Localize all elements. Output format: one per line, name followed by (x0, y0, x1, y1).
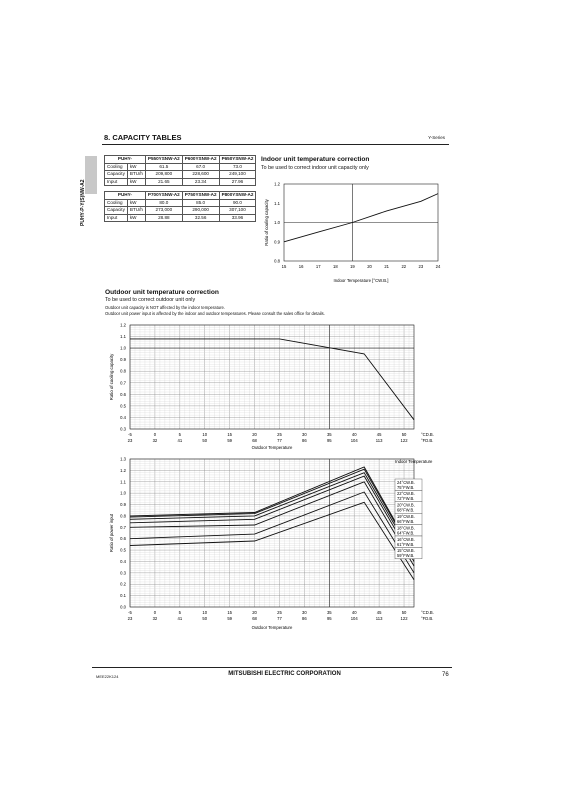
x-tick-label-c: 5 (178, 432, 181, 437)
y-tick-label: 0.9 (120, 357, 126, 363)
x-tick-label-f: 86 (302, 438, 307, 443)
y-tick-label: 1.2 (120, 322, 126, 328)
table-model: P650YSNW-A2 (219, 156, 256, 164)
legend-label-c: 19°CW.B. (397, 514, 415, 519)
series-line (130, 467, 414, 555)
section-title: 8. CAPACITY TABLES (104, 133, 182, 142)
x-tick-label-c: 25 (277, 432, 282, 437)
x-tick-label: 24 (435, 264, 441, 269)
table-row: Capacity BTU/h 209,800 228,600 249,100 (105, 171, 256, 179)
legend-label-f: 66°FW.B. (397, 519, 415, 524)
x-axis-label: Outdoor Temperature (251, 625, 293, 630)
x-tick-label-f: 95 (326, 616, 332, 621)
y-tick-label: 0.2 (120, 581, 126, 587)
x-tick-label-f: 59 (227, 438, 232, 443)
y-axis-label: Ratio of cooling capacity (264, 199, 269, 246)
x-tick-label-c: 30 (302, 610, 307, 615)
side-model-label: PUHY-P-Y(S)NW-A2 (80, 179, 86, 226)
y-tick-label: 1.1 (274, 200, 280, 206)
y-tick-label: 0.5 (120, 547, 126, 553)
indoor-subtitle: To be used to correct indoor unit capacity only (261, 165, 369, 171)
x-tick-label: 19 (350, 264, 355, 269)
x-tick-label: 15 (281, 264, 287, 269)
legend-label-c: 22°CW.B. (397, 491, 415, 497)
table-model: P550YSNW-A2 (145, 156, 182, 164)
x-tick-label-f: 122 (400, 438, 408, 443)
outdoor-power-chart (103, 452, 453, 634)
x-unit-f: °FD.B. (421, 616, 434, 621)
y-tick-label: 0.6 (120, 391, 126, 397)
footer-rule (92, 667, 452, 668)
x-tick-label-f: 32 (152, 438, 158, 443)
x-tick-label-c: 0 (153, 610, 157, 615)
legend-label-c: 16°CW.B. (397, 536, 415, 542)
x-tick-label-f: 23 (127, 616, 133, 621)
y-tick-label: 0.7 (120, 380, 126, 386)
table-row: Cooling kW 61.5 67.0 73.0 (105, 163, 256, 171)
y-tick-label: 1.1 (120, 334, 126, 340)
x-tick-label-c: -5 (128, 610, 132, 615)
series-line (284, 194, 438, 242)
x-tick-label-c: 40 (351, 432, 357, 437)
outdoor-note-2: Outdoor unit power input is affected by the indoor and outdoor temperatures. Please consult the sales office for details. (105, 311, 325, 316)
table-row: Capacity BTU/h 273,000 290,000 307,100 (105, 207, 256, 215)
y-tick-label: 0.6 (120, 536, 126, 542)
legend-label-c: 24°CW.B. (397, 479, 415, 485)
x-tick-label: 22 (401, 264, 407, 269)
x-unit-c: °CD.B. (421, 610, 434, 615)
outdoor-title: Outdoor unit temperature correction (105, 289, 219, 296)
x-axis-label: Indoor Temperature [°CW.B.] (333, 278, 389, 283)
x-tick-label: 21 (384, 264, 390, 269)
table-model: P750YSNW-A2 (182, 192, 219, 200)
page-number: 76 (442, 672, 449, 678)
table-model-header: PUHY- (105, 192, 146, 200)
series-line (130, 339, 414, 420)
x-tick-label-c: 20 (252, 610, 257, 615)
series-line (130, 476, 414, 561)
header-rule (102, 144, 449, 145)
x-tick-label-c: 25 (277, 610, 282, 615)
x-tick-label-c: 5 (178, 610, 181, 615)
x-tick-label-f: 41 (177, 438, 183, 443)
y-tick-label: 0.3 (120, 426, 126, 432)
outdoor-subtitle: To be used to correct outdoor unit only (105, 297, 196, 303)
x-tick-label-c: 15 (227, 432, 232, 437)
y-tick-label: 1.2 (120, 467, 126, 473)
x-tick-label-f: 122 (400, 616, 408, 621)
legend-label-f: 68°FW.B. (397, 507, 415, 513)
y-tick-label: 0.8 (120, 513, 126, 519)
table-model: P800YSNW-A2 (219, 192, 256, 200)
y-axis-label: Ratio of power input (109, 513, 114, 553)
x-tick-label-f: 59 (227, 616, 232, 621)
x-tick-label-f: 68 (252, 438, 257, 443)
x-axis-label: Outdoor Temperature (251, 445, 293, 450)
legend-label-f: 64°FW.B. (397, 530, 415, 536)
legend-label-c: 15°CW.B. (397, 548, 415, 554)
x-tick-label-f: 104 (350, 438, 358, 443)
x-tick-label-f: 68 (252, 616, 257, 621)
y-tick-label: 0.7 (120, 524, 126, 530)
x-tick-label-f: 86 (302, 616, 307, 621)
side-tab (85, 156, 97, 194)
outdoor-note-1: Outdoor unit capacity is NOT affected by the indoor temperature. (105, 305, 225, 310)
legend-label-f: 59°FW.B. (397, 553, 415, 559)
x-tick-label-c: 45 (376, 432, 382, 437)
table-model: P600YSNW-A2 (182, 156, 219, 164)
y-axis-label: Ratio of cooling capacity (109, 353, 114, 401)
capacity-table-1 (104, 155, 256, 186)
x-tick-label-f: 77 (277, 616, 282, 621)
legend-title: Indoor Temperature (395, 459, 433, 464)
x-tick-label-c: 30 (302, 432, 307, 437)
y-tick-label: 0.3 (120, 570, 126, 576)
series-label: Y-Series (428, 135, 445, 140)
y-tick-label: 1.0 (274, 220, 280, 225)
table-row: Cooling kW 80.0 85.0 90.0 (105, 199, 256, 207)
x-tick-label-c: 50 (401, 432, 407, 437)
x-tick-label-f: 50 (202, 616, 208, 621)
x-tick-label: 23 (418, 264, 424, 269)
y-tick-label: 0.8 (274, 258, 280, 264)
table-model: P700YSNW-A2 (145, 192, 182, 200)
footer-doc-code: MEE22K124 (96, 674, 119, 679)
x-tick-label-f: 104 (350, 616, 358, 621)
series-line (130, 473, 414, 558)
x-tick-label: 17 (315, 264, 321, 269)
x-tick-label-c: -5 (128, 432, 132, 437)
outdoor-capacity-chart (103, 318, 453, 456)
indoor-correction-chart (258, 174, 450, 286)
table-model-header: PUHY- (105, 156, 146, 164)
x-tick-label-c: 35 (326, 432, 332, 437)
y-tick-label: 0.8 (120, 368, 126, 374)
indoor-title: Indoor unit temperature correction (261, 156, 370, 163)
x-tick-label-c: 40 (351, 610, 357, 615)
x-tick-label-f: 95 (326, 438, 332, 443)
x-tick-label-c: 0 (153, 432, 157, 437)
legend-label-f: 61°FW.B. (397, 541, 415, 547)
x-tick-label-f: 32 (152, 616, 158, 621)
plot-frame (130, 325, 414, 429)
table-row: Input kW 21.65 23.34 27.96 (105, 178, 256, 186)
legend-label-f: 75°FW.B. (397, 484, 415, 490)
series-line (130, 492, 414, 573)
x-tick-label-f: 77 (277, 438, 282, 443)
table-row: Input kW 28.88 32.56 33.96 (105, 214, 256, 222)
capacity-table-2 (104, 191, 256, 222)
x-tick-label-f: 23 (127, 438, 133, 443)
x-tick-label-c: 15 (227, 610, 232, 615)
y-tick-label: 0.4 (120, 558, 126, 564)
y-tick-label: 1.0 (120, 490, 126, 496)
legend-label-c: 20°CW.B. (397, 502, 415, 508)
x-tick-label-c: 10 (202, 610, 208, 615)
y-tick-label: 0.1 (120, 593, 126, 599)
x-tick-label: 16 (298, 264, 304, 269)
legend-label-c: 18°CW.B. (397, 525, 415, 531)
x-unit-c: °CD.B. (421, 432, 434, 437)
y-tick-label: 0.4 (120, 414, 126, 420)
x-tick-label-f: 113 (375, 438, 383, 443)
x-tick-label-c: 35 (326, 610, 332, 615)
y-tick-label: 0.5 (120, 403, 126, 409)
y-tick-label: 0.9 (274, 239, 280, 245)
x-tick-label-f: 41 (177, 616, 183, 621)
x-tick-label-f: 113 (375, 616, 383, 621)
x-tick-label-c: 10 (202, 432, 208, 437)
y-tick-label: 1.3 (120, 456, 126, 462)
y-tick-label: 0.9 (120, 502, 126, 508)
y-tick-label: 0.0 (120, 604, 126, 610)
x-tick-label-c: 20 (252, 432, 257, 437)
x-tick-label-c: 50 (401, 610, 407, 615)
x-tick-label-c: 45 (376, 610, 382, 615)
y-tick-label: 1.2 (274, 181, 280, 187)
x-tick-label: 20 (367, 264, 372, 269)
y-tick-label: 1.0 (120, 345, 126, 351)
x-tick-label: 18 (332, 264, 338, 269)
footer-company: MITSUBISHI ELECTRIC CORPORATION (228, 671, 341, 677)
x-unit-f: °FD.B. (421, 438, 434, 443)
legend-label-f: 72°FW.B. (397, 496, 415, 502)
x-tick-label-f: 50 (202, 438, 208, 443)
y-tick-label: 1.1 (120, 479, 126, 485)
